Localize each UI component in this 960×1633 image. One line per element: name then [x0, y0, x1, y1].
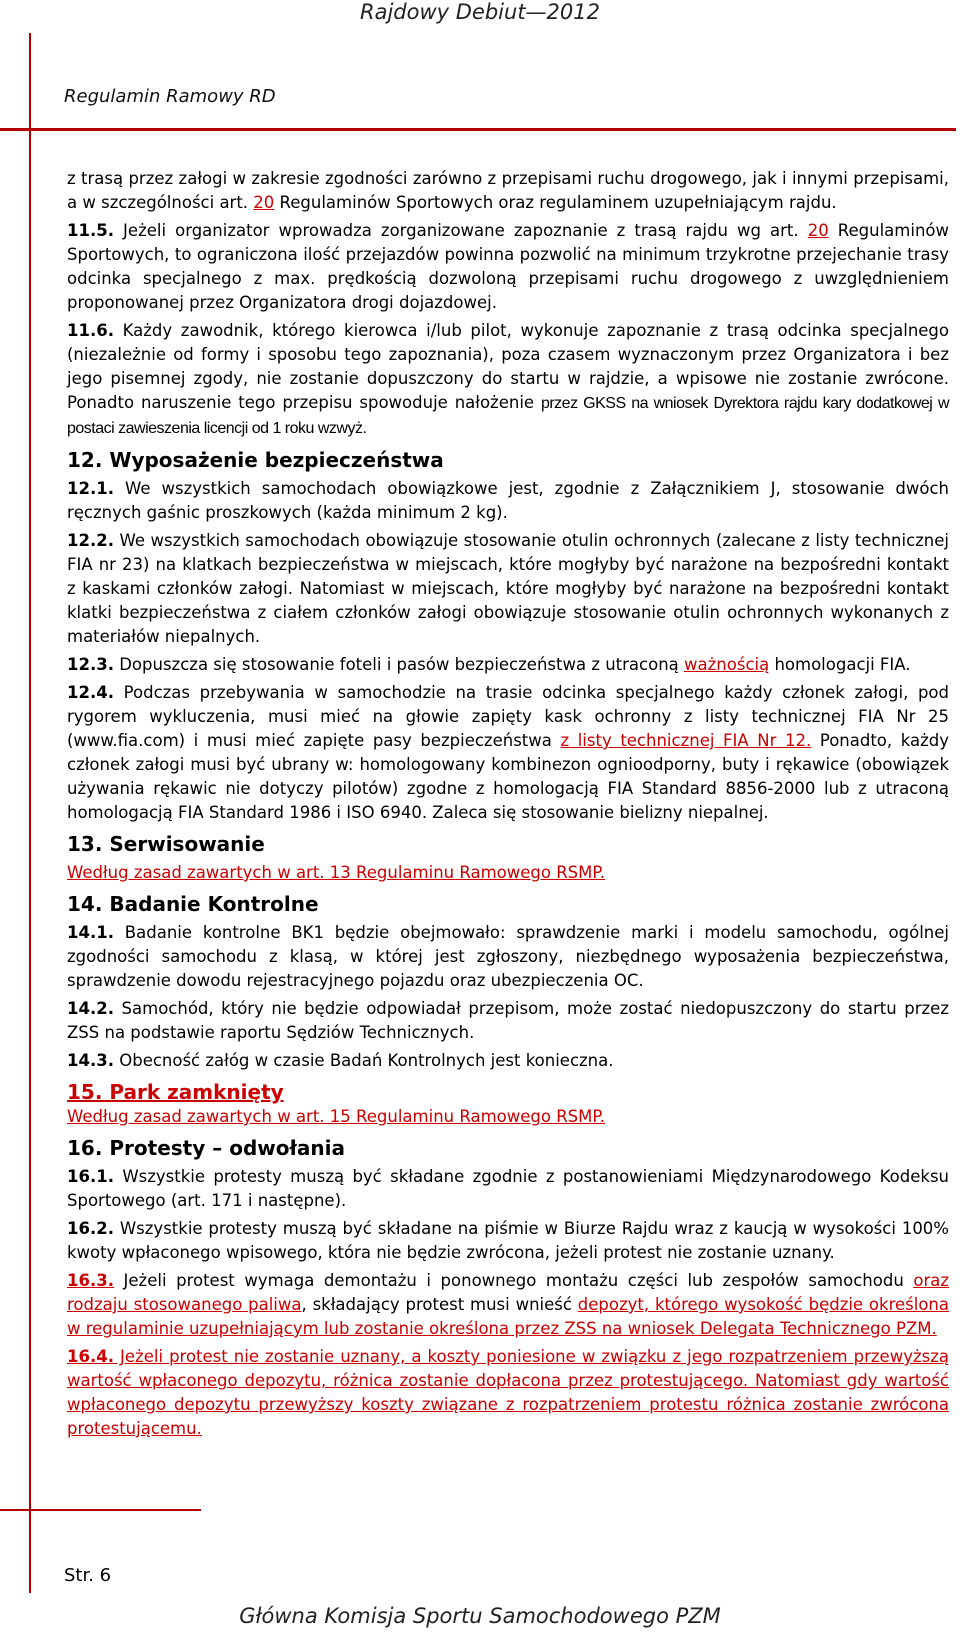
footer-rule [0, 1509, 201, 1511]
section-16-3: 16.3. Jeżeli protest wymaga demontażu i ponownego montażu części lub zespołów samochodu oraz rodzaju stosowanego paliwa, składający protest musi wnieść depozyt, którego wysokość będzie określona w regulaminie uzupełniającym lub zostanie określona przez ZSS na wniosek Delegata Technicznego PZM. [67, 1271, 949, 1338]
section-15 [67, 1105, 949, 1129]
paragraph: z trasą przez załogi w zakresie zgodności zarówno z przepisami ruchu drogowego, jak i innymi przepisami, a w szczególności art. 20 Regulaminów Sportowych oraz regulaminem uzupełniającym rajdu. [67, 169, 949, 212]
revision-link[interactable]: Według zasad zawartych w art. 15 Regulaminu Ramowego RSMP. [67, 1107, 605, 1126]
running-footer: Główna Komisja Sportu Samochodowego PZM [239, 1604, 721, 1628]
section-14-2: 14.2. Samochód, który nie będzie odpowiadał przepisom, może zostać niedopuszczony do startu przez ZSS na podstawie raportu Sędziów Technicznych. [67, 999, 949, 1042]
revision-link[interactable]: depozyt, którego wysokość będzie określona w regulaminie uzupełniającym lub zostanie określona przez ZSS na wniosek Delegata Technicznego PZM. [67, 1295, 949, 1338]
heading-12: 12. Wyposażenie bezpieczeństwa [67, 448, 444, 472]
header-rule [0, 128, 956, 131]
section-16-1: 16.1. Wszystkie protesty muszą być składane zgodnie z postanowieniami Międzynarodowego Kodeksu Sportowego (art. 171 i następne). [67, 1167, 949, 1210]
article-link[interactable]: 20 [807, 221, 829, 240]
section-14-1: 14.1. Badanie kontrolne BK1 będzie obejmowało: sprawdzenie marki i modelu samochodu, ogólnej zgodności samochodu z klasą, w której jest zgłoszony, niezbędnego wyposażenia bezpieczeństwa, sprawdzenie dowodu rejestracyjnego pojazdu oraz ubezpieczenia OC. [67, 923, 949, 990]
revision-link[interactable]: ważnością [684, 655, 770, 674]
revision-link[interactable]: 16.4. [67, 1347, 114, 1366]
article-link[interactable]: 20 [253, 193, 275, 212]
revision-link[interactable]: 16.3. [67, 1271, 114, 1290]
page-content [67, 167, 949, 1445]
section-11-5: 11.5. Jeżeli organizator wprowadza zorganizowane zapoznanie z trasą rajdu wg art. 20 Regulaminów Sportowych, to ograniczona ilość przejazdów powinna pozwolić na minimum trzykrotne przejechanie trasy odcinka specjalnego z max. prędkością dozwoloną przepisami ruchu drogowego z uwzględnieniem proponowanej przez Organizatora drogi dojazdowej. [67, 221, 949, 312]
heading-14: 14. Badanie Kontrolne [67, 892, 319, 916]
section-14-3: 14.3. Obecność załóg w czasie Badań Kontrolnych jest konieczna. [67, 1051, 614, 1070]
revision-link[interactable]: z listy technicznej FIA Nr 12. [560, 731, 812, 750]
revision-link[interactable]: Według zasad zawartych w art. 13 Regulaminu Ramowego RSMP. [67, 863, 605, 882]
section-12-1: 12.1. We wszystkich samochodach obowiązkowe jest, zgodnie z Załącznikiem J, stosowanie dwóch ręcznych gaśnic proszkowych (każda minimum 2 kg). [67, 479, 949, 522]
heading-13: 13. Serwisowanie [67, 832, 265, 856]
heading-16: 16. Protesty – odwołania [67, 1136, 345, 1160]
margin-rule [29, 33, 31, 1593]
page-number: Str. 6 [64, 1565, 112, 1586]
section-16-4 [67, 1345, 949, 1441]
section-12-4: 12.4. Podczas przebywania w samochodzie na trasie odcinka specjalnego każdy członek załogi, pod rygorem wykluczenia, musi mieć na głowie zapięty kask ochronny z listy technicznej FIA Nr 25 (www.fia.com) i musi mieć zapięte pasy bezpieczeństwa z listy technicznej FIA Nr 12. Ponadto, każdy członek załogi musi być ubrany w: homologowany kombinezon ognioodporny, buty i rękawice (obowiązek używania rękawic nie dotyczy pilotów) zgodne z homologacją FIA Standard 8856-2000 lub z utraconą homologacją FIA Standard 1986 i ISO 6940. Zaleca się stosowanie bielizny niepalnej. [67, 683, 950, 822]
section-11-6: 11.6. Każdy zawodnik, którego kierowca i/lub pilot, wykonuje zapoznanie z trasą odcinka specjalnego (niezależnie od formy i sposobu tego zapoznania), poza czasem wyznaczonym przez Organizatora i bez jego pisemnej zgody, nie zostanie dopuszczony do startu w rajdzie, a wpisowe nie zostanie zwrócone. Ponadto naruszenie tego przepisu spowoduje nałożenie przez GKSS na wniosek Dyrektora rajdu kary dodatkowej w postaci zawieszenia licencji od 1 roku wzwyż. [67, 321, 949, 437]
revision-link[interactable]: Jeżeli protest nie zostanie uznany, a koszty poniesione w związku z jego rozpatrzeniem przewyższą wartość wpłaconego depozytu, różnica zostanie dopłacona przez protestującego. Natomiast gdy wartość wpłaconego depozytu przewyższy koszty związane z rozpatrzeniem protestu różnica zostanie zwrócona protestującemu. [67, 1347, 949, 1438]
section-13 [67, 861, 949, 885]
revision-link[interactable]: oraz rodzaju stosowanego paliwa [67, 1271, 949, 1314]
running-header: Rajdowy Debiut—2012 [360, 0, 600, 24]
section-16-2: 16.2. Wszystkie protesty muszą być składane na piśmie w Biurze Rajdu wraz z kaucją w wysokości 100% kwoty wpłaconego wpisowego, która nie będzie zwrócona, jeżeli protest nie zostanie uznany. [67, 1219, 949, 1262]
section-12-3: 12.3. Dopuszcza się stosowanie foteli i pasów bezpieczeństwa z utraconą ważnością homologacji FIA. [67, 655, 911, 674]
heading-15[interactable]: 15. Park zamknięty [67, 1080, 284, 1104]
document-title: Regulamin Ramowy RD [64, 86, 276, 107]
section-12-2: 12.2. We wszystkich samochodach obowiązuje stosowanie otulin ochronnych (zalecane z listy technicznej FIA nr 23) na klatkach bezpieczeństwa w miejscach, które mogłyby być narażone na bezpośredni kontakt z kaskami członków załogi. Natomiast w miejscach, które mogłyby być narażone na bezpośredni kontakt klatki bezpieczeństwa z ciałem członków załogi obowiązuje stosowanie otulin ochronnych wykonanych z materiałów niepalnych. [67, 531, 949, 646]
